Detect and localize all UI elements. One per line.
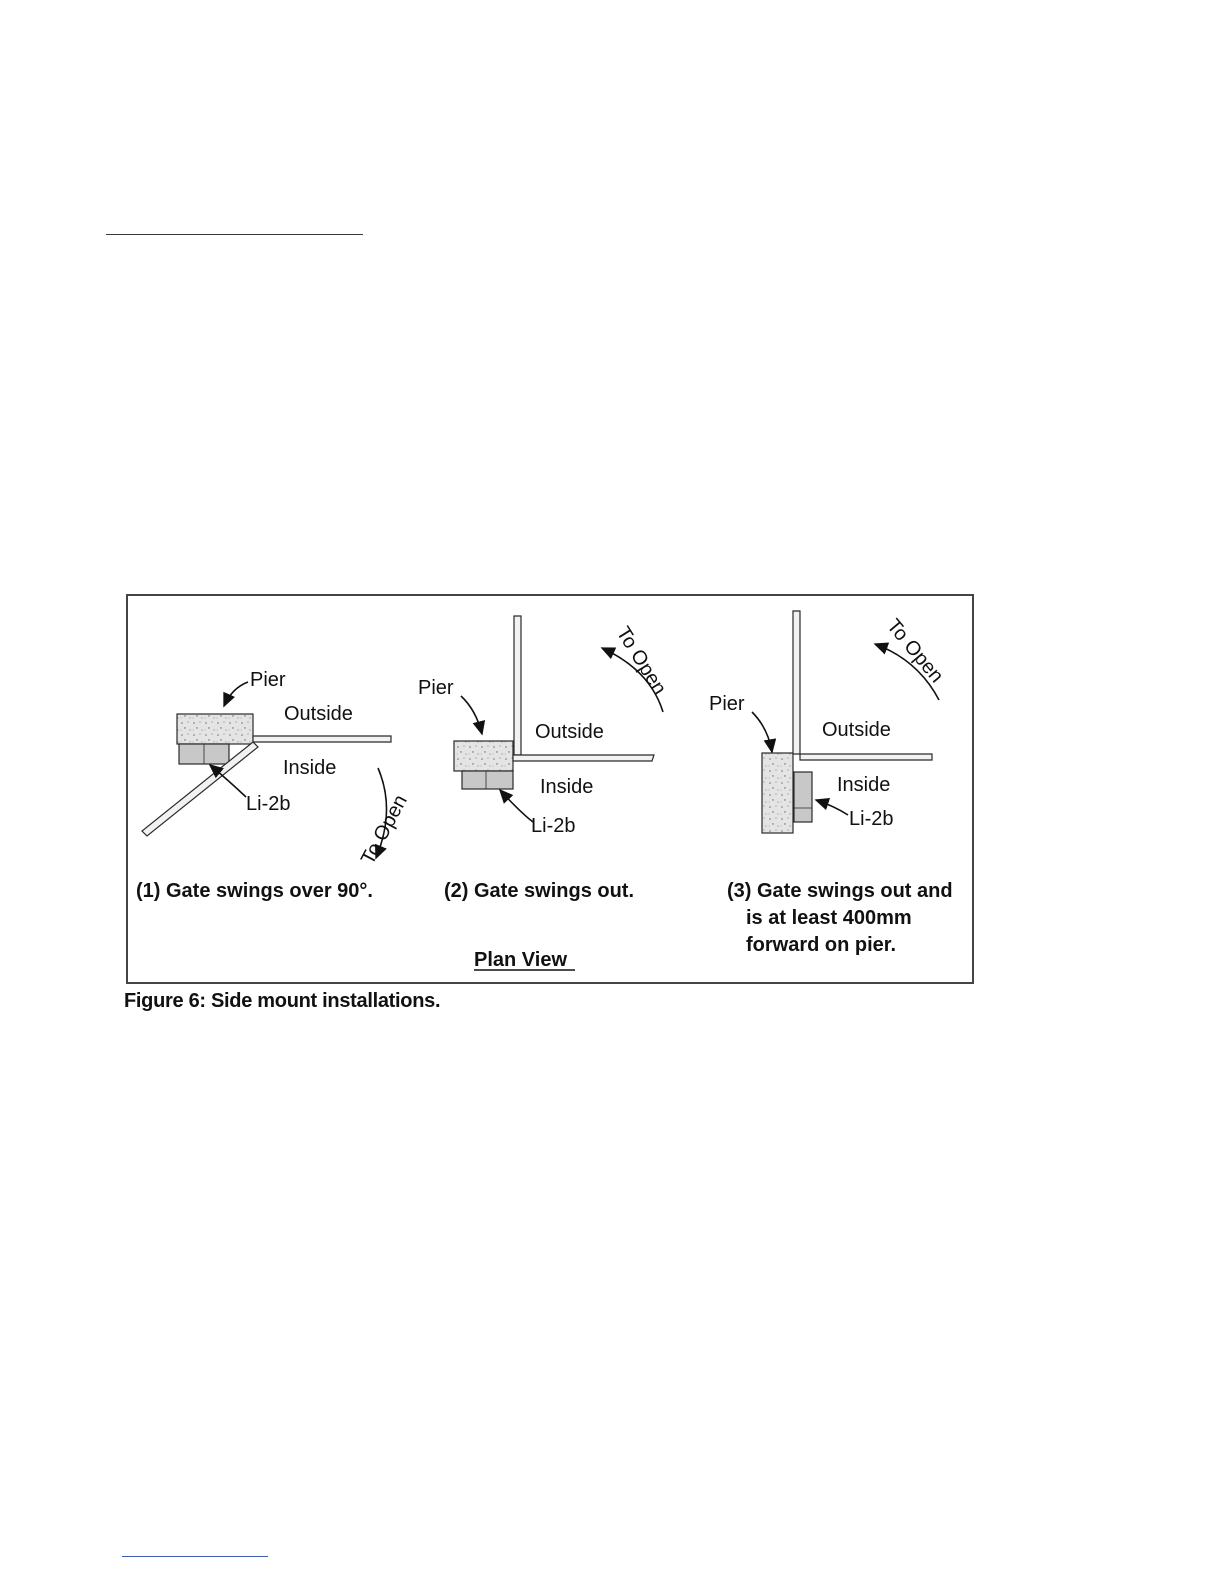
wall-bar <box>253 736 391 742</box>
panel-caption: (1) Gate swings over 90°. <box>136 880 373 902</box>
to-open-label: To Open <box>356 791 412 869</box>
figure-caption: Figure 6: Side mount installations. <box>124 990 441 1012</box>
wall-bar <box>800 754 932 760</box>
pier-block <box>454 741 513 771</box>
gate-leaf <box>514 616 521 755</box>
wall-bar <box>513 755 654 761</box>
inside-label: Inside <box>540 776 594 798</box>
plan-view-title: Plan View <box>474 949 568 971</box>
outside-label: Outside <box>535 721 604 743</box>
to-open-label: To Open <box>882 615 948 688</box>
device-label: Li-2b <box>849 808 894 830</box>
to-open-label: To Open <box>611 622 671 699</box>
device-label: Li-2b <box>246 793 291 815</box>
li-2b-device <box>794 772 812 822</box>
inside-label: Inside <box>283 757 337 779</box>
panel-caption-line-1: (3) Gate swings out and <box>727 880 953 902</box>
panel-caption-line-2: is at least 400mm <box>746 907 912 929</box>
pier-block <box>177 714 253 744</box>
inside-label: Inside <box>837 774 891 796</box>
gate-leaf <box>793 611 800 754</box>
pier-label: Pier <box>709 693 745 715</box>
panel-caption-line-3: forward on pier. <box>746 934 897 956</box>
device-label: Li-2b <box>531 815 576 837</box>
li-2b-device <box>462 771 513 789</box>
panel-caption: (2) Gate swings out. <box>444 880 635 902</box>
outside-label: Outside <box>284 703 353 725</box>
outside-label: Outside <box>822 719 891 741</box>
link-underline[interactable] <box>122 1556 268 1557</box>
pier-block <box>762 753 793 833</box>
pier-label: Pier <box>418 677 454 699</box>
pier-label: Pier <box>250 669 286 691</box>
